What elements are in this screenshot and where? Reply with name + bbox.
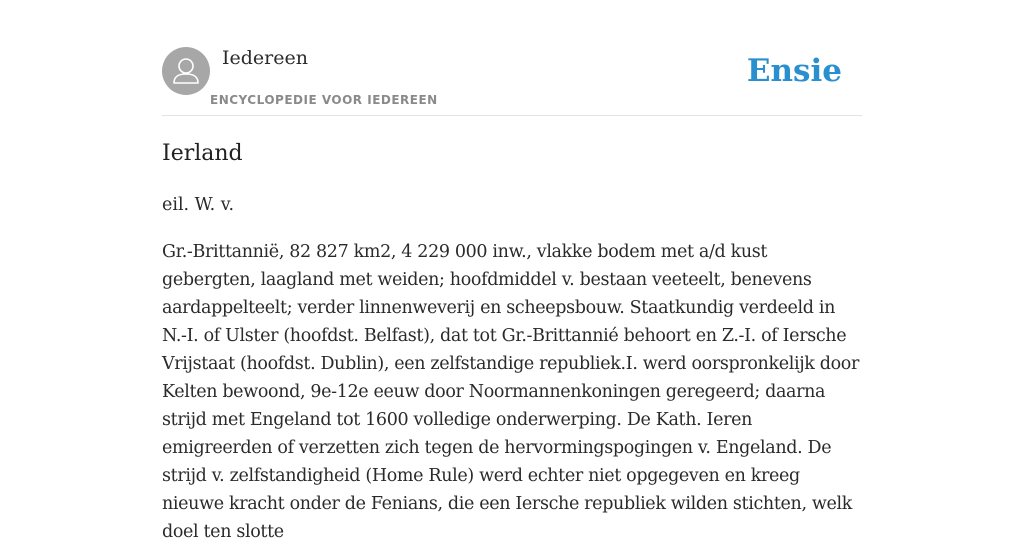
article-lead: eil. W. v.	[162, 195, 235, 215]
site-tagline: ENCYCLOPEDIE VOOR IEDEREEN	[210, 93, 438, 107]
author-avatar[interactable]	[162, 47, 210, 95]
user-silhouette-icon	[162, 47, 210, 95]
article	[162, 138, 862, 546]
author-name[interactable]: Iedereen	[222, 47, 308, 69]
site-header	[162, 46, 862, 116]
article-body: Gr.-Brittannië, 82 827 km2, 4 229 000 inw., vlakke bodem met a/d kust gebergten, laagland met weiden; hoofdmiddel v. bestaan veeteelt, benevens aardappelteelt; verder linnenweverij en scheepsbouw. Staatkundig verdeeld in N.-I. of Ulster (hoofdst. Belfast), dat tot Gr.-Brittannié behoort en Z.-I. of Iersche Vrijstaat (hoofdst. Dublin), een zelfstandige republiek.I. werd oorspronkelijk door Kelten bewoond, 9e-12e eeuw door Noormannenkoningen geregeerd; daarna strijd met Engeland tot 1600 volledige onderwerping. De Kath. Ieren emigreerden of verzetten zich tegen de hervormingspogingen v. Engeland. De strijd v. zelfstandigheid (Home Rule) werd echter niet opgegeven en kreeg nieuwe kracht onder de Fenians, die een Iersche republiek wilden stichten, welk doel ten slotte	[162, 242, 859, 542]
article-title: Ierland	[162, 141, 243, 166]
brand-logo-link[interactable]: Ensie	[746, 53, 842, 89]
